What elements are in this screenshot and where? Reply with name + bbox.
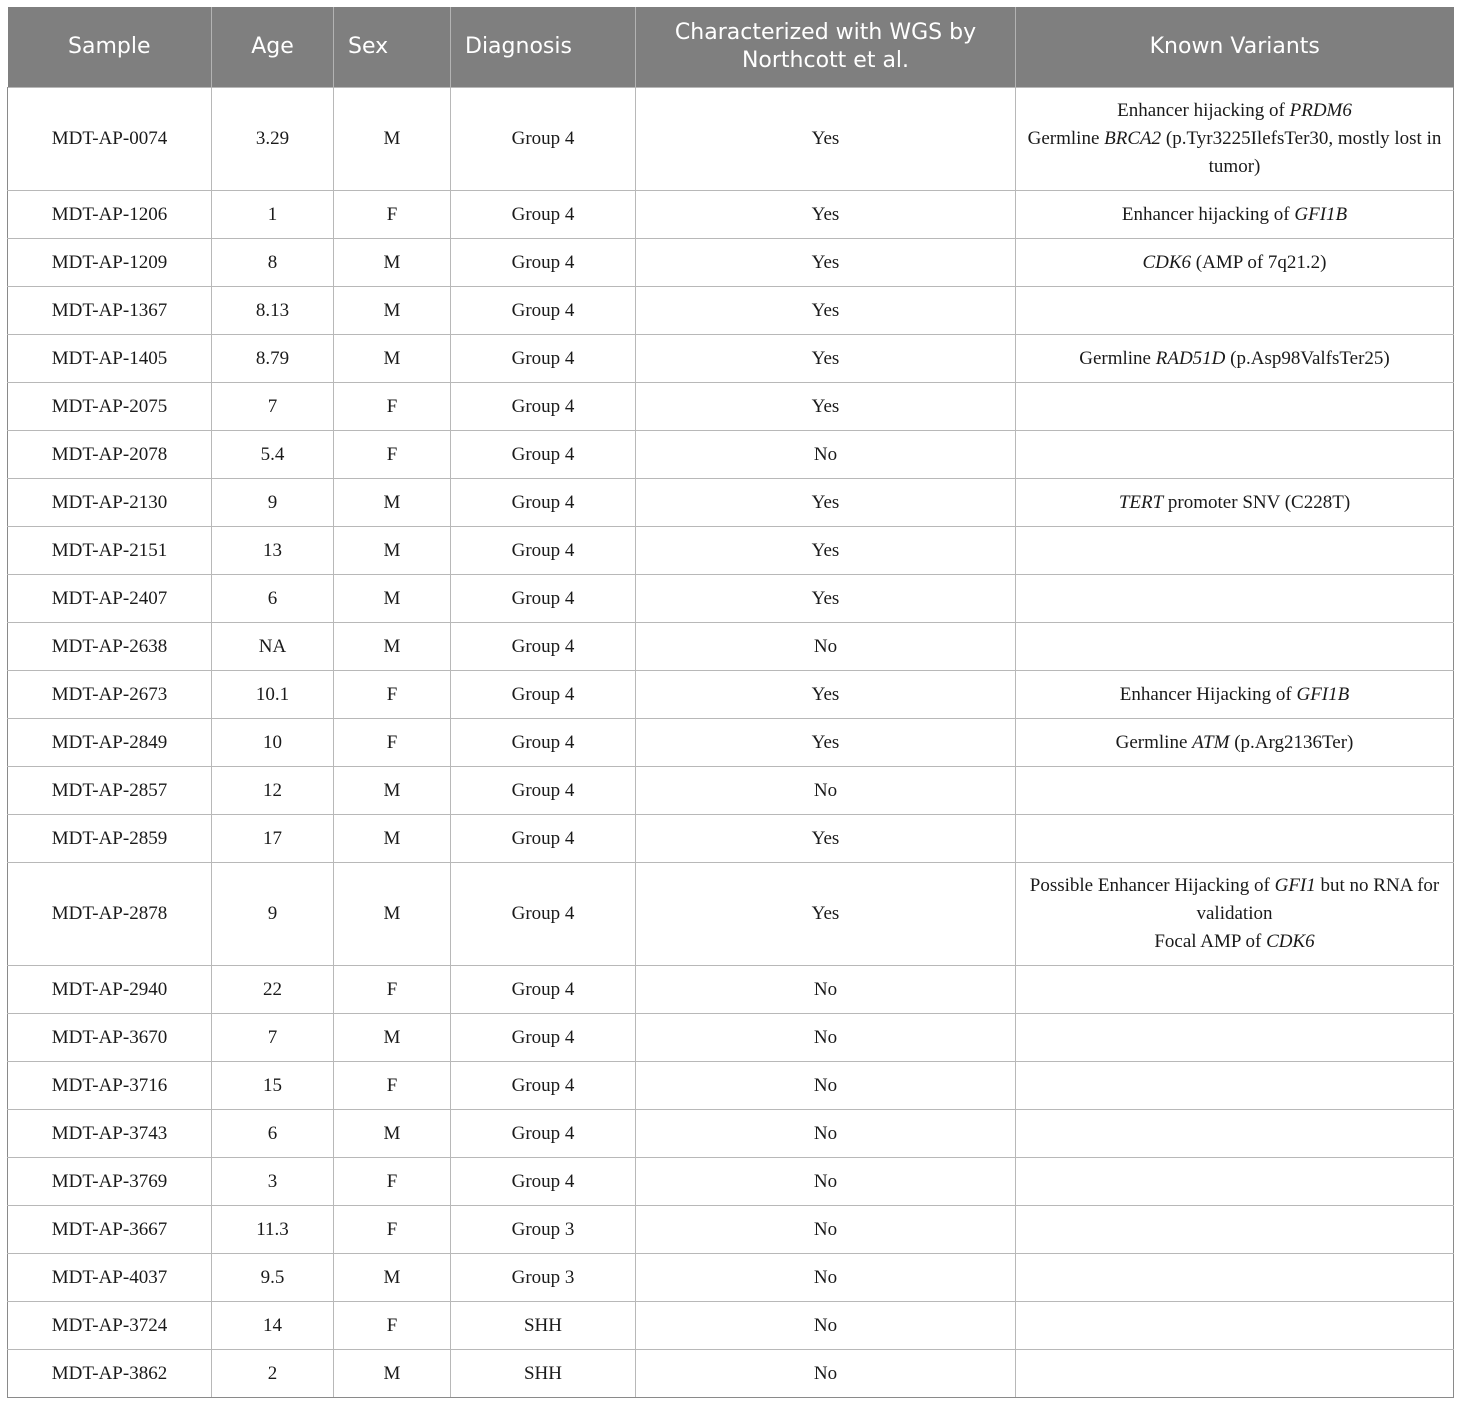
variant-text: (p.Tyr3225IlefsTer30, mostly lost in tumor) [1161, 128, 1442, 177]
cell-wgs: Yes [636, 239, 1016, 287]
table-row [8, 1110, 1454, 1158]
header-age: Age [212, 7, 334, 88]
cell-sex: M [334, 1110, 451, 1158]
variant-line [1024, 729, 1445, 757]
cell-sex: F [334, 1302, 451, 1350]
cell-known-variants [1016, 1254, 1454, 1302]
cell-diagnosis: Group 4 [451, 1062, 636, 1110]
cell-sex: M [334, 287, 451, 335]
cell-wgs: No [636, 1110, 1016, 1158]
variant-text: Enhancer hijacking of [1121, 203, 1295, 225]
cell-diagnosis: Group 4 [451, 239, 636, 287]
cell-known-variants [1016, 623, 1454, 671]
table-row [8, 815, 1454, 863]
cell-sample: MDT-AP-1206 [8, 191, 212, 239]
cell-sex: M [334, 815, 451, 863]
cell-age: 5.4 [212, 431, 334, 479]
cell-sex: M [334, 863, 451, 966]
gene-name: RAD51D [1155, 347, 1226, 369]
cell-known-variants [1016, 575, 1454, 623]
cell-diagnosis: Group 4 [451, 335, 636, 383]
variant-text: (AMP of 7q21.2) [1191, 251, 1327, 273]
table-row [8, 1014, 1454, 1062]
cell-known-variants [1016, 1014, 1454, 1062]
cell-age: 6 [212, 1110, 334, 1158]
cell-sex: M [334, 767, 451, 815]
cell-known-variants [1016, 719, 1454, 767]
cell-age: 9.5 [212, 1254, 334, 1302]
gene-name: GFI1 [1274, 875, 1316, 896]
cell-sample: MDT-AP-1209 [8, 239, 212, 287]
cell-wgs: No [636, 1254, 1016, 1302]
cell-wgs: No [636, 1302, 1016, 1350]
header-wgs: Characterized with WGS by Northcott et al. [636, 7, 1016, 88]
cell-sample: MDT-AP-2940 [8, 966, 212, 1014]
cell-sample: MDT-AP-2878 [8, 863, 212, 966]
table-row [8, 287, 1454, 335]
variant-text: promoter SNV (C228T) [1163, 491, 1351, 513]
cell-age: 15 [212, 1062, 334, 1110]
cell-age: 17 [212, 815, 334, 863]
table-row [8, 966, 1454, 1014]
cell-wgs: Yes [636, 335, 1016, 383]
gene-name: GFI1B [1296, 683, 1350, 705]
table-row [8, 863, 1454, 966]
cell-sex: M [334, 1014, 451, 1062]
variant-text: Possible Enhancer Hijacking of [1029, 875, 1275, 896]
cell-diagnosis: Group 4 [451, 767, 636, 815]
gene-name: CDK6 [1266, 931, 1315, 952]
cell-sample: MDT-AP-3862 [8, 1350, 212, 1398]
cell-diagnosis: Group 4 [451, 431, 636, 479]
cell-diagnosis: Group 3 [451, 1254, 636, 1302]
cell-diagnosis: SHH [451, 1302, 636, 1350]
cell-known-variants [1016, 335, 1454, 383]
table-row [8, 479, 1454, 527]
cell-age: 9 [212, 479, 334, 527]
cell-sample: MDT-AP-0074 [8, 88, 212, 191]
cell-wgs: No [636, 1158, 1016, 1206]
cell-sex: M [334, 575, 451, 623]
cell-sex: M [334, 1350, 451, 1398]
cell-known-variants [1016, 1206, 1454, 1254]
table-row [8, 383, 1454, 431]
cell-wgs: Yes [636, 863, 1016, 966]
cell-known-variants [1016, 863, 1454, 966]
table-row [8, 623, 1454, 671]
variant-text: Enhancer Hijacking of [1119, 683, 1297, 705]
cell-sample: MDT-AP-3716 [8, 1062, 212, 1110]
cell-wgs: Yes [636, 191, 1016, 239]
variant-line [1024, 97, 1445, 125]
cell-known-variants [1016, 1302, 1454, 1350]
cell-sex: M [334, 239, 451, 287]
cell-wgs: Yes [636, 815, 1016, 863]
cell-wgs: Yes [636, 479, 1016, 527]
cell-sample: MDT-AP-2638 [8, 623, 212, 671]
cell-diagnosis: Group 4 [451, 863, 636, 966]
variant-line [1024, 249, 1445, 277]
samples-table [7, 7, 1454, 1398]
cell-age: 8.13 [212, 287, 334, 335]
table-row [8, 1158, 1454, 1206]
cell-known-variants [1016, 767, 1454, 815]
cell-diagnosis: Group 4 [451, 383, 636, 431]
cell-known-variants [1016, 431, 1454, 479]
cell-wgs: No [636, 1206, 1016, 1254]
cell-known-variants [1016, 966, 1454, 1014]
header-diagnosis: Diagnosis [451, 7, 636, 88]
cell-sex: F [334, 1158, 451, 1206]
gene-name: GFI1B [1294, 203, 1348, 225]
cell-wgs: Yes [636, 575, 1016, 623]
cell-age: 3.29 [212, 88, 334, 191]
cell-sex: F [334, 383, 451, 431]
cell-wgs: Yes [636, 527, 1016, 575]
variant-text: Germline [1115, 731, 1193, 753]
cell-sample: MDT-AP-1367 [8, 287, 212, 335]
cell-diagnosis: Group 4 [451, 287, 636, 335]
variant-line [1024, 872, 1445, 928]
cell-sample: MDT-AP-2078 [8, 431, 212, 479]
cell-known-variants [1016, 671, 1454, 719]
variant-text: Focal AMP of [1154, 931, 1267, 952]
variant-line [1024, 345, 1445, 373]
cell-age: 10.1 [212, 671, 334, 719]
header-row [8, 7, 1454, 88]
cell-sample: MDT-AP-1405 [8, 335, 212, 383]
table-row [8, 239, 1454, 287]
cell-diagnosis: Group 4 [451, 719, 636, 767]
cell-diagnosis: Group 4 [451, 671, 636, 719]
cell-sex: M [334, 335, 451, 383]
cell-sex: F [334, 191, 451, 239]
cell-age: 6 [212, 575, 334, 623]
variant-line [1024, 928, 1445, 956]
cell-known-variants [1016, 815, 1454, 863]
cell-sample: MDT-AP-2673 [8, 671, 212, 719]
cell-known-variants [1016, 287, 1454, 335]
cell-age: 3 [212, 1158, 334, 1206]
cell-known-variants [1016, 88, 1454, 191]
cell-age: 7 [212, 383, 334, 431]
cell-sample: MDT-AP-3769 [8, 1158, 212, 1206]
table-row [8, 1254, 1454, 1302]
cell-sample: MDT-AP-2130 [8, 479, 212, 527]
header-sample: Sample [8, 7, 212, 88]
cell-age: 11.3 [212, 1206, 334, 1254]
cell-age: 1 [212, 191, 334, 239]
table-row [8, 1350, 1454, 1398]
cell-diagnosis: Group 4 [451, 575, 636, 623]
cell-age: 8 [212, 239, 334, 287]
cell-sample: MDT-AP-2151 [8, 527, 212, 575]
cell-wgs: Yes [636, 383, 1016, 431]
cell-diagnosis: Group 4 [451, 479, 636, 527]
cell-age: 9 [212, 863, 334, 966]
cell-known-variants [1016, 1350, 1454, 1398]
cell-wgs: No [636, 1350, 1016, 1398]
cell-sample: MDT-AP-3743 [8, 1110, 212, 1158]
table-row [8, 88, 1454, 191]
cell-sex: F [334, 431, 451, 479]
cell-known-variants [1016, 191, 1454, 239]
table-row [8, 1302, 1454, 1350]
cell-age: 10 [212, 719, 334, 767]
cell-known-variants [1016, 239, 1454, 287]
table-row [8, 575, 1454, 623]
table-row [8, 191, 1454, 239]
cell-age: 7 [212, 1014, 334, 1062]
cell-sex: F [334, 1062, 451, 1110]
variant-line [1024, 125, 1445, 181]
cell-age: 13 [212, 527, 334, 575]
cell-diagnosis: Group 4 [451, 191, 636, 239]
cell-sample: MDT-AP-2857 [8, 767, 212, 815]
cell-age: 12 [212, 767, 334, 815]
cell-diagnosis: Group 4 [451, 1110, 636, 1158]
cell-known-variants [1016, 479, 1454, 527]
cell-known-variants [1016, 1110, 1454, 1158]
cell-sample: MDT-AP-2407 [8, 575, 212, 623]
table-row [8, 1062, 1454, 1110]
cell-age: NA [212, 623, 334, 671]
cell-sample: MDT-AP-3667 [8, 1206, 212, 1254]
gene-name: TERT [1118, 491, 1164, 513]
cell-known-variants [1016, 1062, 1454, 1110]
table-row [8, 1206, 1454, 1254]
cell-diagnosis: Group 4 [451, 1158, 636, 1206]
table-row [8, 767, 1454, 815]
cell-sex: F [334, 719, 451, 767]
cell-sex: F [334, 1206, 451, 1254]
cell-known-variants [1016, 1158, 1454, 1206]
cell-known-variants [1016, 383, 1454, 431]
variant-text: Enhancer hijacking of [1117, 100, 1290, 121]
variant-line [1024, 201, 1445, 229]
gene-name: CDK6 [1142, 251, 1192, 273]
cell-diagnosis: Group 4 [451, 815, 636, 863]
cell-sex: F [334, 966, 451, 1014]
cell-wgs: No [636, 431, 1016, 479]
gene-name: ATM [1192, 731, 1230, 753]
cell-age: 8.79 [212, 335, 334, 383]
cell-sex: F [334, 671, 451, 719]
cell-sample: MDT-AP-4037 [8, 1254, 212, 1302]
cell-wgs: Yes [636, 671, 1016, 719]
table-body [8, 88, 1454, 1398]
cell-diagnosis: Group 4 [451, 966, 636, 1014]
cell-sample: MDT-AP-2849 [8, 719, 212, 767]
cell-age: 22 [212, 966, 334, 1014]
cell-wgs: Yes [636, 719, 1016, 767]
cell-sample: MDT-AP-3670 [8, 1014, 212, 1062]
table-header [8, 7, 1454, 88]
cell-diagnosis: Group 4 [451, 623, 636, 671]
cell-sex: M [334, 479, 451, 527]
cell-diagnosis: Group 4 [451, 1014, 636, 1062]
cell-known-variants [1016, 527, 1454, 575]
cell-sex: M [334, 1254, 451, 1302]
cell-wgs: Yes [636, 88, 1016, 191]
cell-wgs: No [636, 767, 1016, 815]
header-known-variants: Known Variants [1016, 7, 1454, 88]
cell-sex: M [334, 88, 451, 191]
table-row [8, 527, 1454, 575]
variant-text: (p.Arg2136Ter) [1229, 731, 1354, 753]
cell-wgs: No [636, 966, 1016, 1014]
variant-text: Germline [1027, 128, 1105, 149]
cell-diagnosis: Group 4 [451, 527, 636, 575]
cell-wgs: Yes [636, 287, 1016, 335]
cell-diagnosis: Group 4 [451, 88, 636, 191]
variant-text: but no RNA for validation [1196, 875, 1440, 924]
cell-sample: MDT-AP-2075 [8, 383, 212, 431]
cell-wgs: No [636, 623, 1016, 671]
variant-text: Germline [1079, 347, 1156, 369]
cell-sex: M [334, 527, 451, 575]
cell-sample: MDT-AP-2859 [8, 815, 212, 863]
header-sex: Sex [334, 7, 451, 88]
gene-name: PRDM6 [1289, 100, 1352, 121]
cell-sex: M [334, 623, 451, 671]
variant-line [1024, 681, 1445, 709]
variant-text: (p.Asp98ValfsTer25) [1225, 347, 1390, 369]
cell-age: 2 [212, 1350, 334, 1398]
variant-line [1024, 489, 1445, 517]
table-row [8, 719, 1454, 767]
cell-sample: MDT-AP-3724 [8, 1302, 212, 1350]
cell-wgs: No [636, 1014, 1016, 1062]
cell-diagnosis: SHH [451, 1350, 636, 1398]
cell-diagnosis: Group 3 [451, 1206, 636, 1254]
table-row [8, 335, 1454, 383]
cell-age: 14 [212, 1302, 334, 1350]
table-row [8, 671, 1454, 719]
table-row [8, 431, 1454, 479]
cell-wgs: No [636, 1062, 1016, 1110]
gene-name: BRCA2 [1104, 128, 1162, 149]
